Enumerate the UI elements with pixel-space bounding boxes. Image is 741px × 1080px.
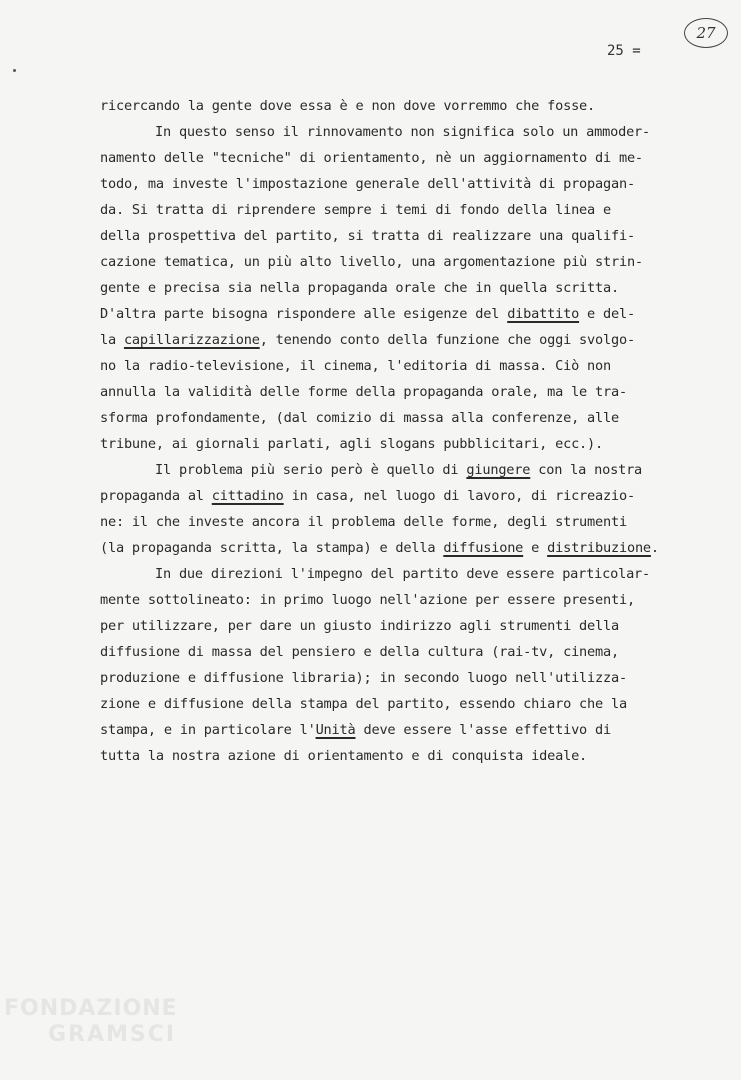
text-run: ricercando la gente dove essa è e non dove vorremmo che fosse. <box>100 98 596 114</box>
text-run: ne: il che investe ancora il problema delle forme, degli strumenti <box>100 514 627 530</box>
watermark-line-1: FONDAZIONE <box>4 996 178 1021</box>
document-body <box>100 93 730 769</box>
text-line <box>100 561 730 587</box>
underlined-word: diffusione <box>443 540 524 556</box>
text-line <box>100 379 730 405</box>
text-line <box>100 145 730 171</box>
underlined-word: giungere <box>466 462 531 478</box>
text-run: e del- <box>579 306 635 322</box>
watermark-line-2: GRAMSCI <box>48 1022 177 1047</box>
text-run: mente sottolineato: in primo luogo nell'azione per essere presenti, <box>100 592 635 608</box>
text-line <box>100 405 730 431</box>
page-number: 25 = <box>607 43 641 59</box>
text-run: , tenendo conto della funzione che oggi svolgo- <box>259 332 635 348</box>
text-run: con la nostra <box>530 462 643 478</box>
underlined-word: cittadino <box>211 488 284 504</box>
archive-number: 27 <box>696 24 716 42</box>
text-line <box>100 457 730 483</box>
text-run: In questo senso il rinnovamento non significa solo un ammoder- <box>155 124 651 140</box>
text-run: todo, ma investe l'impostazione generale dell'attività di propagan- <box>100 176 635 192</box>
text-run: deve essere l'asse effettivo di <box>355 722 611 738</box>
text-run: stampa, e in particolare l' <box>100 722 316 738</box>
text-line <box>100 301 730 327</box>
text-line <box>100 223 730 249</box>
text-line <box>100 275 730 301</box>
text-run: diffusione di massa del pensiero e della cultura (rai-tv, cinema, <box>100 644 619 660</box>
text-line <box>100 119 730 145</box>
text-run: zione e diffusione della stampa del partito, essendo chiaro che la <box>100 696 627 712</box>
text-run: (la propaganda scritta, la stampa) e della <box>100 540 444 556</box>
text-line <box>100 483 730 509</box>
text-run: della prospettiva del partito, si tratta di realizzare una qualifi- <box>100 228 635 244</box>
text-run: in casa, nel luogo di lavoro, di ricreazio- <box>283 488 635 504</box>
text-line <box>100 249 730 275</box>
archive-page-stamp <box>684 18 728 48</box>
text-run: produzione e diffusione libraria); in secondo luogo nell'utilizza- <box>100 670 627 686</box>
text-run: tribune, ai giornali parlati, agli slogans pubblicitari, ecc.). <box>100 436 604 452</box>
text-line <box>100 327 730 353</box>
text-run: propaganda al <box>100 488 212 504</box>
underlined-word: capillarizzazione <box>123 332 260 348</box>
text-run: sforma profondamente, (dal comizio di massa alla conferenze, alle <box>100 410 619 426</box>
underlined-word: distribuzione <box>547 540 651 556</box>
underlined-word: dibattito <box>507 306 580 322</box>
margin-dot <box>13 69 16 72</box>
text-run: no la radio-televisione, il cinema, l'editoria di massa. Ciò non <box>100 358 611 374</box>
text-line <box>100 535 730 561</box>
text-line <box>100 431 730 457</box>
text-run: annulla la validità delle forme della propaganda orale, ma le tra- <box>100 384 627 400</box>
watermark-logo <box>4 996 178 1048</box>
text-run: tutta la nostra azione di orientamento e di conquista ideale. <box>100 748 588 764</box>
text-run: la <box>100 332 124 348</box>
text-line <box>100 691 730 717</box>
text-run: Il problema più serio però è quello di <box>155 462 467 478</box>
text-line <box>100 665 730 691</box>
text-line <box>100 509 730 535</box>
text-run: D'altra parte bisogna rispondere alle esigenze del <box>100 306 508 322</box>
text-line <box>100 743 730 769</box>
text-line <box>100 197 730 223</box>
text-line <box>100 717 730 743</box>
text-run: e <box>523 540 548 556</box>
text-run: namento delle "tecniche" di orientamento, nè un aggiornamento di me- <box>100 150 643 166</box>
text-run: . <box>650 540 659 556</box>
text-line <box>100 613 730 639</box>
text-run: gente e precisa sia nella propaganda orale che in quella scritta. <box>100 280 619 296</box>
text-line <box>100 93 730 119</box>
text-line <box>100 171 730 197</box>
text-line <box>100 587 730 613</box>
text-run: da. Si tratta di riprendere sempre i temi di fondo della linea e <box>100 202 611 218</box>
text-run: In due direzioni l'impegno del partito deve essere particolar- <box>155 566 651 582</box>
text-line <box>100 353 730 379</box>
text-line <box>100 639 730 665</box>
underlined-word: Unità <box>315 722 356 738</box>
text-run: cazione tematica, un più alto livello, una argomentazione più strin- <box>100 254 643 270</box>
text-run: per utilizzare, per dare un giusto indirizzo agli strumenti della <box>100 618 619 634</box>
